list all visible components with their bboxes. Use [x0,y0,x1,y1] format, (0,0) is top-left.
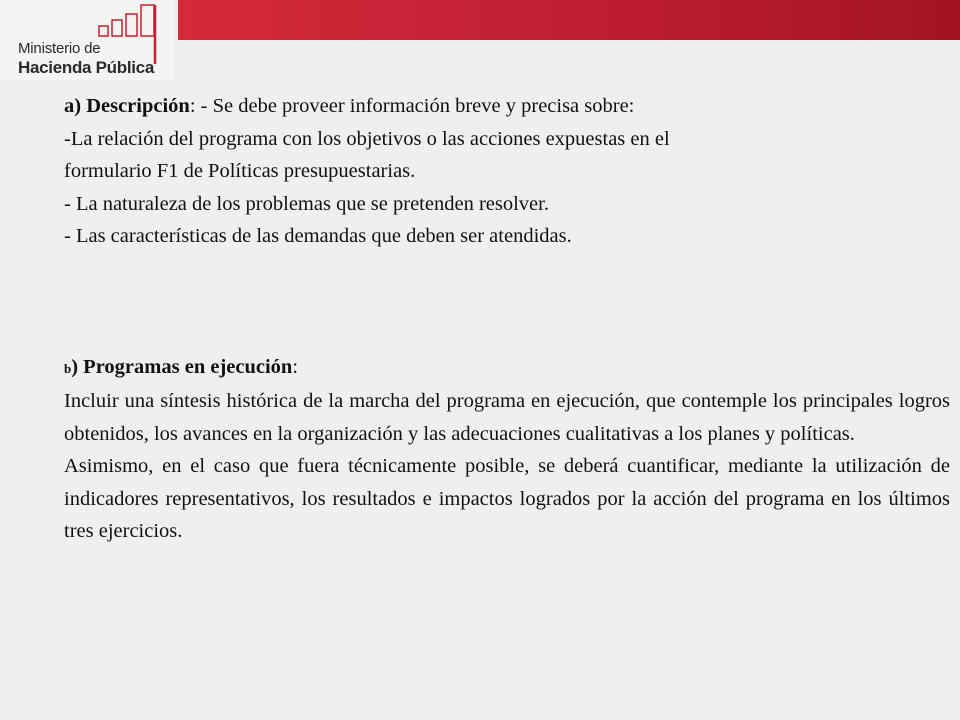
section-b-heading [64,351,950,386]
spacer [64,253,950,351]
section-b-paragraph-2: Asimismo, en el caso que fuera técnicamente posible, se deberá cuantificar, mediante la utilización de indicadores representativos, los resultados e impactos logrados por la acción del programa en los últimos tres ejercicios. [64,455,950,542]
section-a-bullet-1: -La relación del programa con los objetivos o las acciones expuestas en el [64,127,670,150]
section-a-heading [64,90,950,123]
header-red-bar [178,0,960,40]
section-a-bullet-1-cont: formulario F1 de Políticas presupuestarias. [64,160,416,182]
section-b-label: ) Programas en ejecución [71,355,293,378]
logo-line-1: Ministerio de [18,40,101,57]
section-a-label: a) Descripción [64,95,190,117]
slide-content [64,90,950,548]
section-a-bullet-2: - La naturaleza de los problemas que se pretenden resolver. [64,192,549,215]
logo-line-2: Hacienda Pública [18,58,154,77]
section-b-colon: : [292,355,299,378]
section-a-bullet-3: - Las características de las demandas que deben ser atendidas. [64,225,572,247]
section-a-intro: : - Se debe proveer información breve y precisa sobre: [189,95,635,117]
section-b-prefix: b [64,360,72,376]
ministry-logo [0,0,174,80]
section-b-paragraph-1: Incluir una síntesis histórica de la marcha del programa en ejecución, que contemple los principales logros obtenidos, los avances en la organización y las adecuaciones cualitativas a los planes y políticas. [64,390,950,445]
